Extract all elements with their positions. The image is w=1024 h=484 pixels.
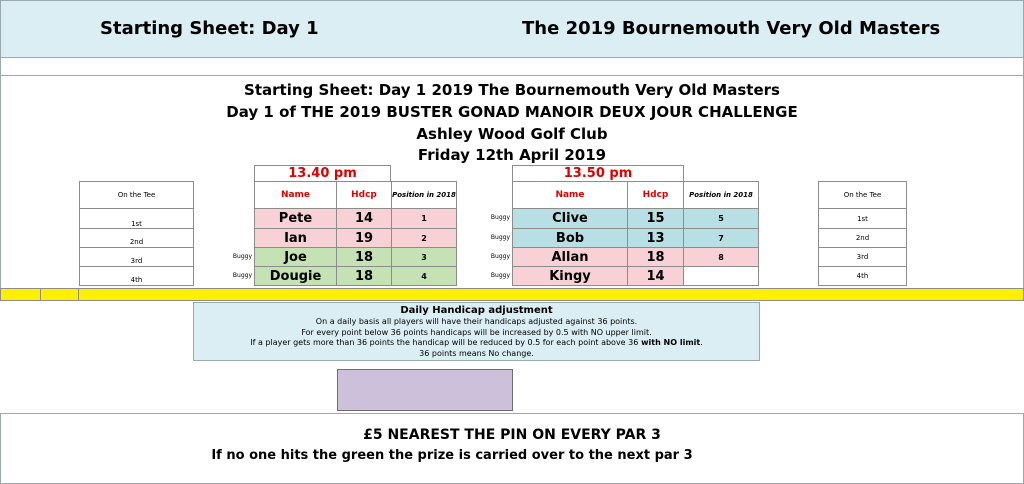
group1-player-4-hdcp: 18 [336, 266, 392, 286]
group1-player-4-buggy: Buggy [232, 272, 252, 279]
group2-player-2-hdcp: 13 [627, 228, 684, 248]
tee-row-right-1: 1st [818, 208, 907, 229]
yellow-divider-cell-line [78, 288, 79, 301]
sheet-title: Starting Sheet: Day 1 2019 The Bournemouth Very Old Masters [244, 81, 780, 99]
handicap-line-3-end: . [700, 338, 703, 347]
handicap-title: Daily Handicap adjustment [400, 305, 553, 316]
group1-player-2-hdcp: 19 [336, 228, 392, 248]
group1-player-3-name: Joe [254, 247, 337, 267]
group2-player-2-buggy: Buggy [490, 234, 510, 241]
event-date: Friday 12th April 2019 [417, 146, 607, 164]
group1-name-header: Name [254, 181, 337, 209]
spacer-strip [0, 57, 1024, 76]
group2-player-3-pos: 8 [683, 247, 759, 267]
group2-player-2-pos: 7 [683, 228, 759, 248]
handicap-adjustment-box [193, 302, 760, 361]
tee-row-right-2: 2nd [818, 228, 907, 248]
handicap-line-3-bold: with NO limit [638, 338, 701, 347]
group2-player-1-pos: 5 [683, 208, 759, 229]
handicap-line-3-text: If a player gets more than 36 points the handicap will be reduced by 0.5 for each point above 36 [250, 338, 639, 347]
group1-player-3-buggy: Buggy [232, 253, 252, 260]
tee-row-right-4: 4th [818, 266, 907, 286]
tee-row-right-3: 3rd [818, 247, 907, 267]
handicap-line-1: On a daily basis all players will have their handicaps adjusted against 36 points. [315, 317, 638, 326]
yellow-divider [0, 288, 1024, 301]
group1-player-1-name: Pete [254, 208, 337, 229]
prize-line-1: £5 NEAREST THE PIN ON EVERY PAR 3 [363, 427, 661, 443]
group1-player-1-pos: 1 [391, 208, 457, 229]
group1-player-2-name: Ian [254, 228, 337, 248]
club-name: Ashley Wood Golf Club [416, 125, 608, 143]
handicap-line-3 [194, 338, 759, 349]
group1-player-3-pos: 3 [391, 247, 457, 267]
handicap-line-2: For every point below 36 points handicaps will be increased by 0.5 with NO upper limit. [301, 327, 652, 337]
group2-player-3-buggy: Buggy [490, 253, 510, 260]
group2-time: 13.50 pm [512, 165, 684, 182]
challenge-title: Day 1 of THE 2019 BUSTER GONAD MANOIR DEUX JOUR CHALLENGE [226, 103, 798, 121]
prize-line-2: If no one hits the green the prize is carried over to the next par 3 [211, 448, 693, 463]
group2-player-4-buggy: Buggy [490, 272, 510, 279]
group2-player-3-name: Allan [512, 247, 628, 267]
group1-player-2-pos: 2 [391, 228, 457, 248]
group2-player-1-name: Clive [512, 208, 628, 229]
group1-hdcp-header: Hdcp [336, 181, 392, 209]
yellow-divider-cell-line [40, 288, 41, 301]
tee-row-left-4: 4th [79, 266, 194, 286]
header-left-title: Starting Sheet: Day 1 [100, 18, 319, 39]
group2-player-2-name: Bob [512, 228, 628, 248]
tee-header-left: On the Tee [79, 181, 194, 209]
tee-row-left-1: 1st [79, 208, 194, 229]
group1-player-3-hdcp: 18 [336, 247, 392, 267]
handicap-line-4: 36 points means No change. [419, 348, 534, 358]
group1-player-4-name: Dougie [254, 266, 337, 286]
group2-name-header: Name [512, 181, 628, 209]
group2-player-4-hdcp: 14 [627, 266, 684, 286]
group2-hdcp-header: Hdcp [627, 181, 684, 209]
tee-row-left-3: 3rd [79, 247, 194, 267]
group1-time: 13.40 pm [254, 165, 391, 182]
group2-player-1-hdcp: 15 [627, 208, 684, 229]
group2-player-4-name: Kingy [512, 266, 628, 286]
group2-player-1-buggy: Buggy [490, 214, 510, 221]
group1-pos-header: Position in 2018 [391, 181, 457, 209]
group1-player-1-hdcp: 14 [336, 208, 392, 229]
tee-row-left-2: 2nd [79, 228, 194, 248]
group2-pos-header: Position in 2018 [683, 181, 759, 209]
group1-player-4-pos: 4 [391, 266, 457, 286]
group2-player-4-pos [683, 266, 759, 286]
header-right-title: The 2019 Bournemouth Very Old Masters [522, 18, 941, 39]
group2-player-3-hdcp: 18 [627, 247, 684, 267]
tee-header-right: On the Tee [818, 181, 907, 209]
blank-lavender-box [337, 369, 513, 411]
